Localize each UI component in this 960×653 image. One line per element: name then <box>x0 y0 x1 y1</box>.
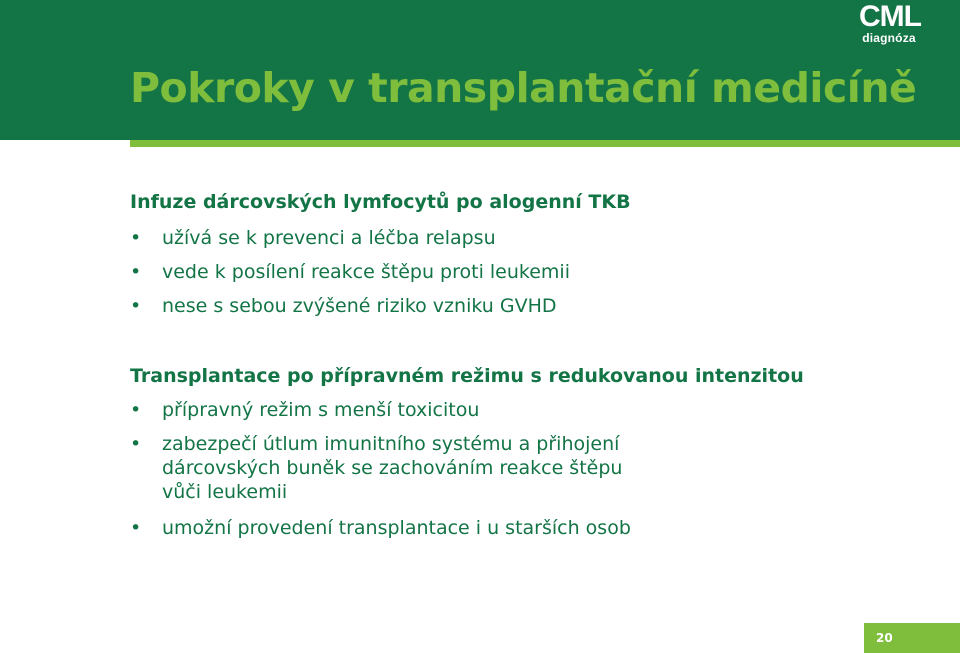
section-heading-reduced-intensity: Transplantace po přípravném režimu s redukovanou intenzitou <box>130 365 804 387</box>
bullet-dot: • <box>130 433 142 455</box>
bullet-text: užívá se k prevenci a léčba relapsu <box>162 227 496 249</box>
bullet-dot: • <box>130 227 142 249</box>
bullet-dot: • <box>130 261 142 283</box>
cml-logo <box>859 2 919 44</box>
page-title: Pokroky v transplantační medicíně <box>130 64 917 112</box>
bullet-dot: • <box>130 295 142 317</box>
bullet-text: umožní provedení transplantace i u starších osob <box>162 517 631 539</box>
bullet-item <box>130 260 930 284</box>
bullet-item <box>130 398 930 422</box>
bullet-text: přípravný režim s menší toxicitou <box>162 399 480 421</box>
header-band <box>0 0 960 140</box>
bullet-text: zabezpečí útlum imunitního systému a přihojení dárcovských buněk se zachováním reakce štěpu vůči leukemii <box>162 433 623 503</box>
bullet-item <box>130 294 930 318</box>
bullet-item <box>130 432 930 504</box>
bullet-text: nese s sebou zvýšené riziko vzniku GVHD <box>162 295 557 317</box>
bullet-item <box>130 226 930 250</box>
page-number: 20 <box>876 631 893 645</box>
accent-stripe <box>130 140 960 147</box>
section-heading-donor-lymphocytes: Infuze dárcovských lymfocytů po alogenní TKB <box>130 191 631 213</box>
logo-brand: CML <box>859 0 921 33</box>
page-number-box <box>864 623 960 653</box>
bullet-dot: • <box>130 517 142 539</box>
bullet-text: vede k posílení reakce štěpu proti leukemii <box>162 261 570 283</box>
bullet-dot: • <box>130 399 142 421</box>
logo-subtitle: diagnóza <box>862 31 916 45</box>
bullet-item <box>130 516 930 540</box>
